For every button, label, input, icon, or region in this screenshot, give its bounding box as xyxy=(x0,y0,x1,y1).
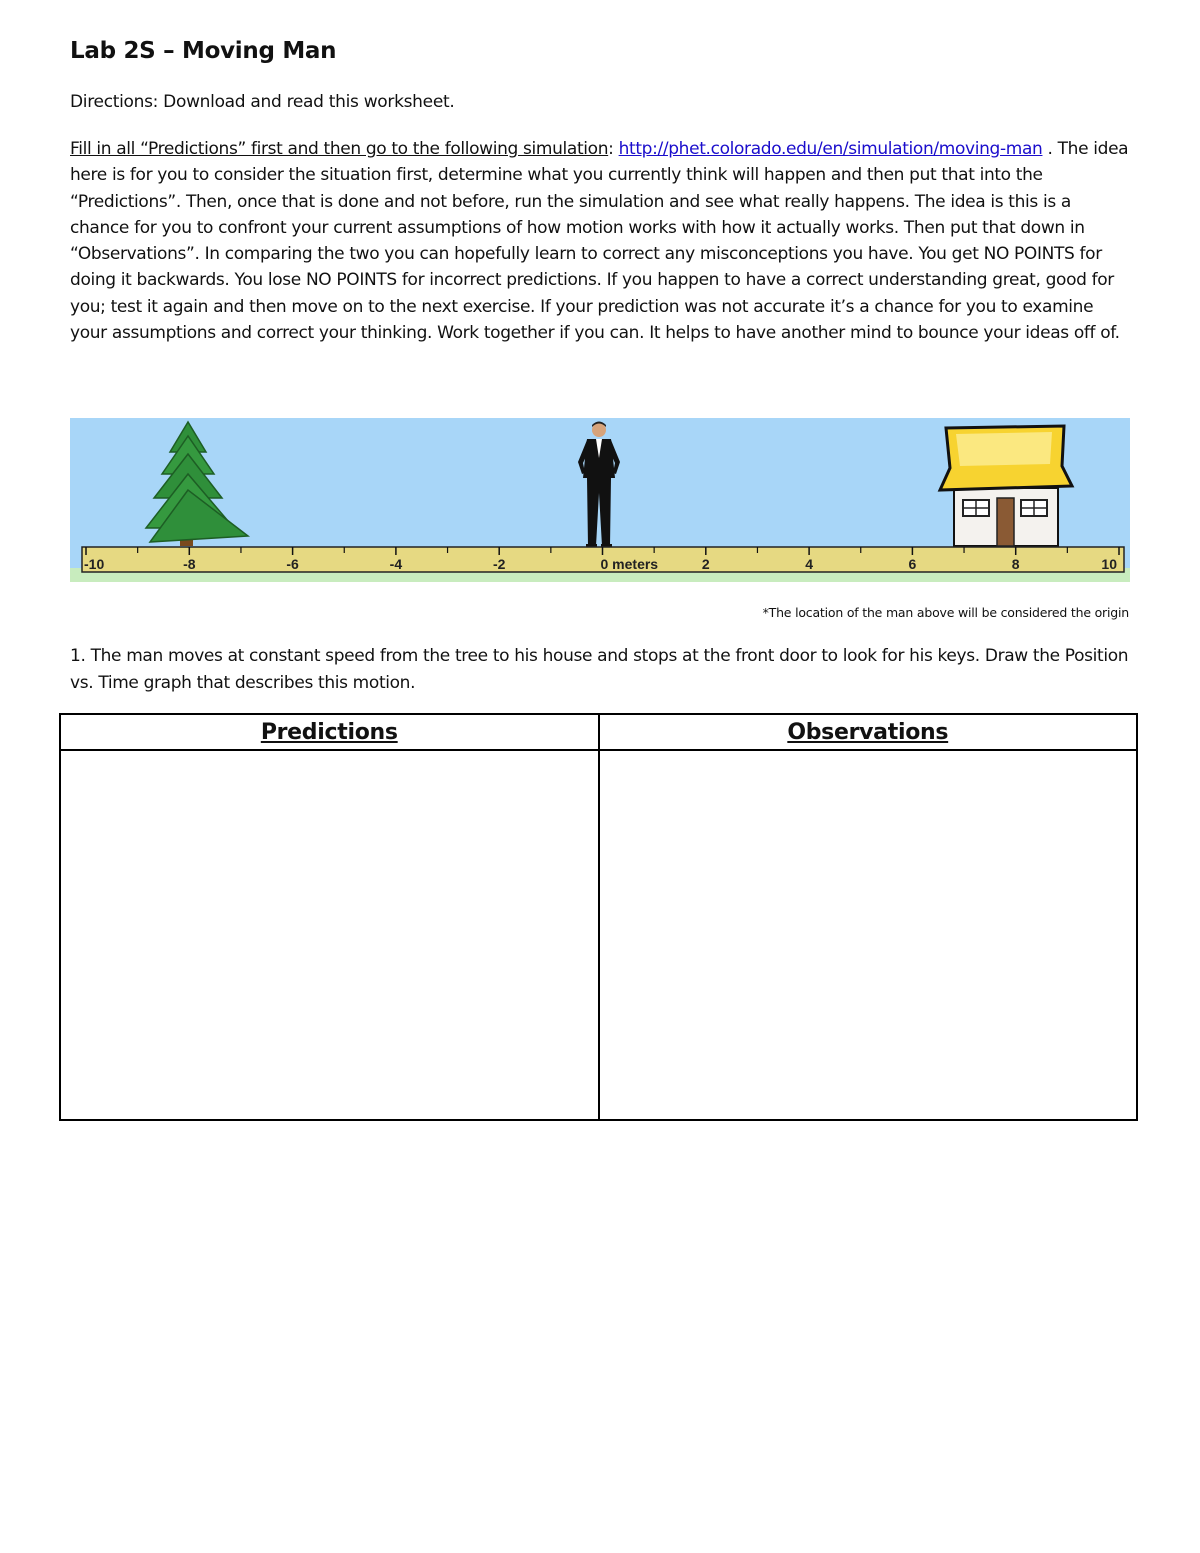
intro-underlined: Fill in all “Predictions” first and then go to the following simulation xyxy=(70,139,609,159)
ruler-tick-label: 4 xyxy=(805,556,813,572)
predictions-cell[interactable] xyxy=(60,750,599,1120)
ruler-tick-label: 10 xyxy=(1101,556,1117,572)
ruler-tick-label: 0 meters xyxy=(600,556,659,572)
ruler-tick-label: -6 xyxy=(286,556,299,572)
intro-body: . The idea here is for you to consider the situation first, determine what you currently think will happen and then put that into the “Predictions”. Then, once that is done and not before, run the simulation and see what really happens. The idea is this is a chance for you to confront your current assumptions of how motion works with how it actually works. Then put that down in “Observations”. In comparing the two you can hopefully learn to correct any misconceptions you have. You get NO POINTS for doing it backwards. You lose NO POINTS for incorrect predictions. If you happen to have a correct understanding great, good for you; test it again and then move on to the next exercise. If your prediction was not accurate it’s a chance for you to examine your assumptions and correct your thinking. Work together if you can. It helps to have another mind to bounce your ideas off of. xyxy=(70,139,1129,344)
question-1: 1. The man moves at constant speed from the tree to his house and stops at the front door to look for his keys. Draw the Position vs. Time graph that describes this motion. xyxy=(70,646,1129,693)
page-title: Lab 2S – Moving Man xyxy=(70,38,337,64)
house-icon xyxy=(940,426,1072,546)
ruler-tick-label: -2 xyxy=(492,556,506,572)
intro-colon: : xyxy=(608,139,614,159)
origin-footnote: *The location of the man above will be considered the origin xyxy=(762,605,1129,620)
ruler-tick-label: 2 xyxy=(701,556,710,572)
predictions-observations-table xyxy=(59,713,1138,1121)
moving-man-illustration xyxy=(70,418,1130,582)
observations-cell[interactable] xyxy=(599,750,1138,1120)
ruler-tick-label: -10 xyxy=(84,556,105,572)
ruler-tick-label: 6 xyxy=(908,556,917,572)
ruler-tick-label: 8 xyxy=(1011,556,1020,572)
simulation-link[interactable]: http://phet.colorado.edu/en/simulation/moving-man xyxy=(618,139,1043,159)
intro-paragraph xyxy=(70,136,1134,346)
ruler-tick-label: -8 xyxy=(183,556,196,572)
ruler-tick-label: -4 xyxy=(389,556,403,572)
predictions-header: Predictions xyxy=(60,714,599,750)
observations-header: Observations xyxy=(599,714,1138,750)
directions-text: Directions: Download and read this worksheet. xyxy=(70,92,455,112)
